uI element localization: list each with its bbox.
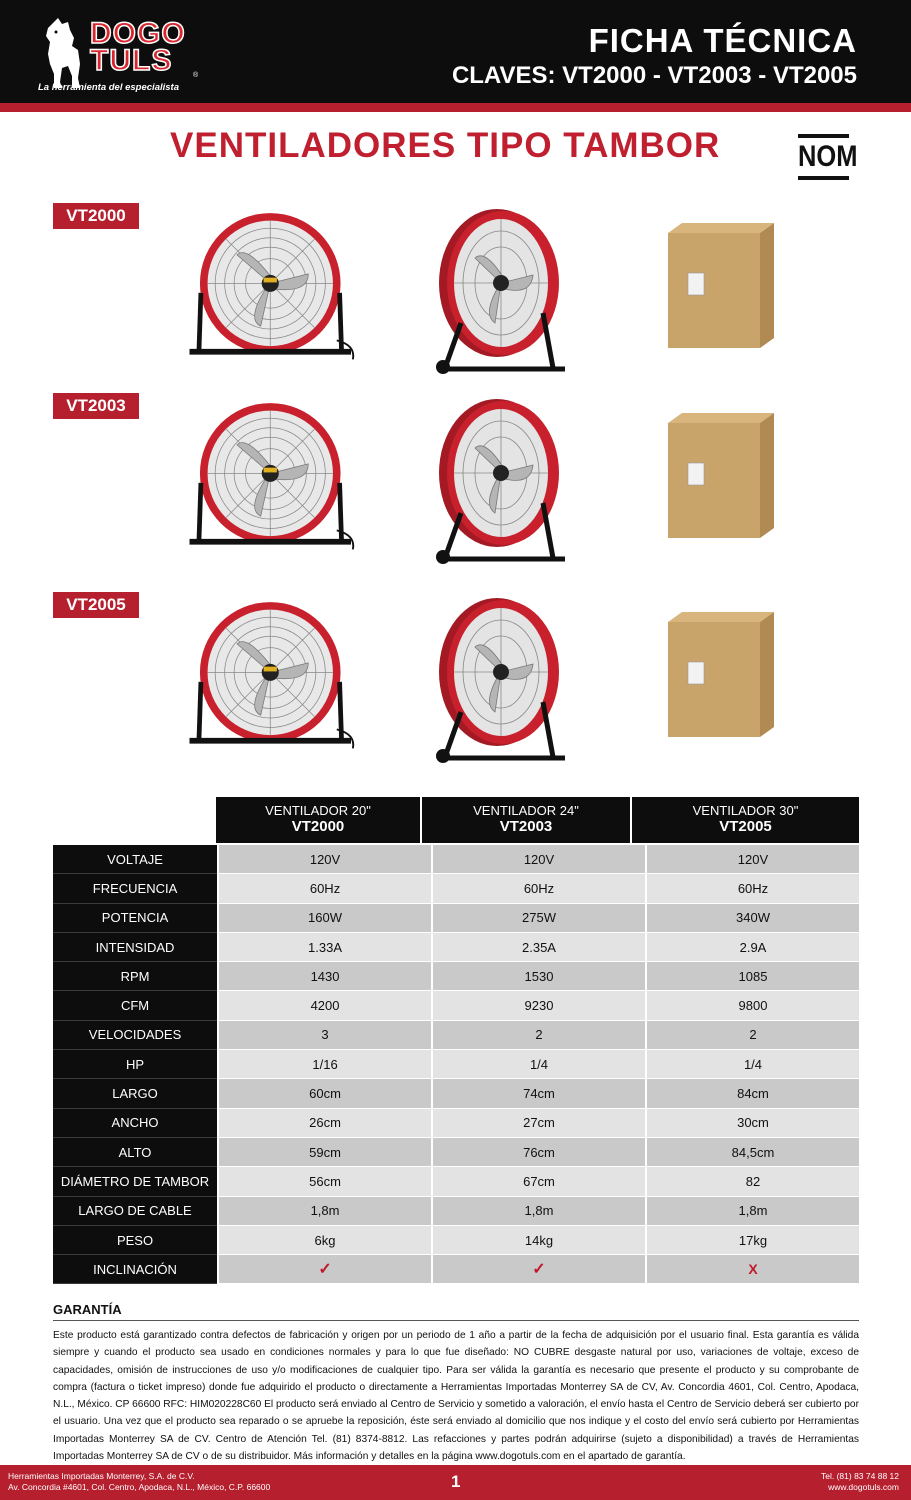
fan-front-view-image: [180, 203, 370, 378]
fan-front-view-image: [180, 393, 370, 568]
spec-row: [53, 904, 859, 933]
spec-value: 275W: [431, 904, 645, 933]
spec-label: RPM: [53, 962, 217, 991]
spec-value: 60Hz: [645, 874, 859, 903]
spec-label: ANCHO: [53, 1109, 217, 1138]
dog-logo-icon: [34, 16, 86, 90]
sheet-title: FICHA TÉCNICA: [588, 22, 857, 59]
spec-label: FRECUENCIA: [53, 874, 217, 903]
spec-value: 1530: [431, 962, 645, 991]
spec-row: [53, 845, 859, 874]
column-code: VT2000: [291, 818, 345, 835]
spec-column-header: [632, 797, 859, 843]
spec-row: [53, 1109, 859, 1138]
page-number: 1: [451, 1472, 461, 1491]
spec-value: 2.9A: [645, 933, 859, 962]
spec-value: 120V: [217, 845, 431, 874]
spec-value: 67cm: [431, 1167, 645, 1196]
spec-row: [53, 1050, 859, 1079]
spec-value: 9230: [431, 991, 645, 1020]
spec-value: 1/16: [217, 1050, 431, 1079]
nom-certification-mark: NOM: [798, 134, 849, 180]
spec-value: 84,5cm: [645, 1138, 859, 1167]
warranty-title: GARANTÍA: [53, 1302, 122, 1317]
fan-front-view-image: [180, 592, 370, 767]
model-tag-vt2005: VT2005: [53, 592, 139, 618]
spec-value: ✓: [217, 1255, 431, 1284]
column-code: VT2005: [719, 818, 772, 835]
column-name: VENTILADOR 20": [265, 803, 371, 818]
column-name: VENTILADOR 30": [692, 803, 799, 818]
spec-value: X: [645, 1255, 859, 1284]
spec-label: INCLINACIÓN: [53, 1255, 217, 1284]
spec-label: PESO: [53, 1226, 217, 1255]
spec-value: 30cm: [645, 1109, 859, 1138]
spec-value: 2: [645, 1021, 859, 1050]
spec-value: 160W: [217, 904, 431, 933]
spec-value: 3: [217, 1021, 431, 1050]
spec-label: LARGO: [53, 1079, 217, 1108]
page-header: [0, 0, 911, 103]
spec-row: [53, 1255, 859, 1284]
footer-contact: [821, 1471, 899, 1493]
sheet-subtitle: CLAVES: VT2000 - VT2003 - VT2005: [451, 62, 857, 89]
spec-value: 60cm: [217, 1079, 431, 1108]
spec-label: VOLTAJE: [53, 845, 217, 874]
spec-value: 26cm: [217, 1109, 431, 1138]
spec-value: 76cm: [431, 1138, 645, 1167]
spec-value: 2: [431, 1021, 645, 1050]
spec-value: ✓: [431, 1255, 645, 1284]
product-title: VENTILADORES TIPO TAMBOR: [170, 126, 721, 165]
product-box-image: [650, 213, 790, 353]
spec-value: 1/4: [431, 1050, 645, 1079]
spec-value: 1,8m: [431, 1197, 645, 1226]
spec-value: 74cm: [431, 1079, 645, 1108]
brand-tagline: La herramienta del especialista: [38, 82, 179, 93]
spec-row: [53, 991, 859, 1020]
spec-value: 340W: [645, 904, 859, 933]
model-tag-vt2000: VT2000: [53, 203, 139, 229]
spec-label: INTENSIDAD: [53, 933, 217, 962]
spec-value: 4200: [217, 991, 431, 1020]
registered-mark: ®: [193, 72, 199, 79]
spec-value: 6kg: [217, 1226, 431, 1255]
column-code: VT2003: [499, 818, 553, 835]
spec-value: 14kg: [431, 1226, 645, 1255]
spec-value: 1/4: [645, 1050, 859, 1079]
brand-name-line1: DOGO: [90, 17, 186, 50]
spec-value: 1,8m: [217, 1197, 431, 1226]
spec-value: 56cm: [217, 1167, 431, 1196]
spec-row: [53, 933, 859, 962]
spec-value: 59cm: [217, 1138, 431, 1167]
spec-row: [53, 1197, 859, 1226]
footer-company-info: [8, 1471, 270, 1493]
footer-phone: Tel. (81) 83 74 88 12: [821, 1471, 899, 1481]
spec-column-header: [216, 797, 420, 843]
spec-value: 1,8m: [645, 1197, 859, 1226]
spec-value: 2.35A: [431, 933, 645, 962]
spec-column-header: [422, 797, 630, 843]
product-box-image: [650, 403, 790, 543]
spec-row: [53, 1021, 859, 1050]
spec-label: POTENCIA: [53, 904, 217, 933]
brand-logo: [30, 14, 230, 94]
warranty-text: Este producto está garantizado contra defectos de fabricación y origen por un periodo de 1 año a partir de la fecha de adquisición por el usuario final. Esta garantía es válida siempre y cuando el producto sea usado en condiciones normales y para lo que fue diseñado: NO CUBRE desgaste natural por uso, variaciones de voltaje, exceso de capacidades, omisión de instrucciones de uso y/o modificaciones de cualquier tipo. Para ser válida la garantía es necesario que presente el producto y su comprobante de compra (factura o ticket impreso) donde fue adquirido el producto o directamente a Herramientas Importadas Monterrey SA de CV, Av. Concordia 4601, Col. Centro, Apodaca, N.L., México. CP 66600 RFC: HIM020228C60 El producto será enviado al Centro de Servicio y sometido a valoración, el envío hasta el Centro de Servicio deberá ser cubierto por el usuario. Una vez que el producto sea reparado o se apruebe la reposición, éste será enviado al domicilio que nos indique y el costo del envío será cubierto por Herramientas Importadas Monterrey SA de CV. Centro de Atención Tel. (81) 8374-8812. Las refacciones y partes podrán adquirirse (sujeto a disponibilidad) a través de Herramientas Importadas Monterrey SA de CV o de su distribuidor. Más información y detalles en la página www.dogotuls.com en el apartado de garantía.: [53, 1330, 859, 1463]
header-accent-bar: [0, 103, 911, 112]
spec-row: [53, 962, 859, 991]
spec-value: 60Hz: [431, 874, 645, 903]
footer-address: Av. Concordia #4601, Col. Centro, Apodaca, N.L., México, C.P. 66600: [8, 1482, 271, 1492]
spec-value: 9800: [645, 991, 859, 1020]
spec-value: 17kg: [645, 1226, 859, 1255]
page-footer: [0, 1465, 911, 1500]
product-box-image: [650, 602, 790, 742]
spec-value: 82: [645, 1167, 859, 1196]
spec-value: 1085: [645, 962, 859, 991]
spec-value: 120V: [645, 845, 859, 874]
spec-row: [53, 1167, 859, 1196]
fan-angled-view-image: [425, 203, 585, 378]
spec-label: CFM: [53, 991, 217, 1020]
spec-label: LARGO DE CABLE: [53, 1197, 217, 1226]
spec-label: HP: [53, 1050, 217, 1079]
spec-row: [53, 1138, 859, 1167]
warranty-divider: [53, 1320, 859, 1321]
spec-value: 120V: [431, 845, 645, 874]
brand-name-line2: TULS: [90, 44, 173, 77]
spec-table: [53, 845, 859, 1284]
spec-label: ALTO: [53, 1138, 217, 1167]
footer-company: Herramientas Importadas Monterrey, S.A. de C.V.: [8, 1471, 195, 1481]
column-name: VENTILADOR 24": [473, 803, 579, 818]
spec-value: 84cm: [645, 1079, 859, 1108]
spec-row: [53, 1079, 859, 1108]
spec-value: 27cm: [431, 1109, 645, 1138]
spec-label: DIÁMETRO DE TAMBOR: [53, 1167, 217, 1196]
spec-row: [53, 874, 859, 903]
spec-value: 1.33A: [217, 933, 431, 962]
spec-value: 60Hz: [217, 874, 431, 903]
fan-angled-view-image: [425, 592, 585, 767]
spec-row: [53, 1226, 859, 1255]
spec-value: 1430: [217, 962, 431, 991]
model-tag-vt2003: VT2003: [53, 393, 139, 419]
footer-website[interactable]: www.dogotuls.com: [828, 1482, 899, 1492]
spec-label: VELOCIDADES: [53, 1021, 217, 1050]
fan-angled-view-image: [425, 393, 585, 568]
